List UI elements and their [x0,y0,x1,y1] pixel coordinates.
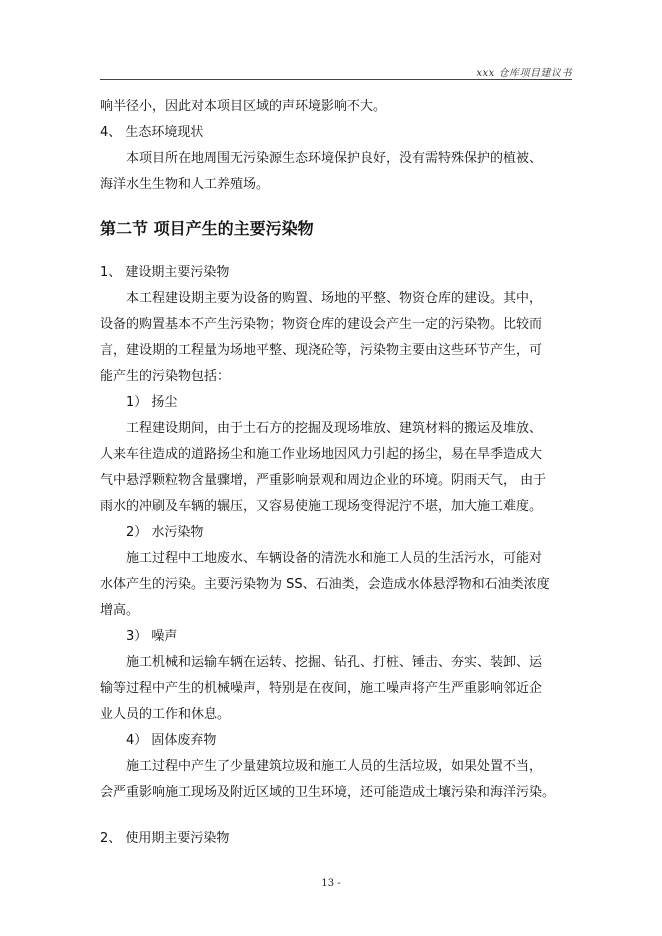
text-line: 业人员的工作和休息。 [100,707,231,722]
text-line: 雨水的冲刷及车辆的辗压，又容易使施工现场变得泥泞不堪，加大施工难度。 [100,499,543,514]
subsection-title-operation: 2、 使用期主要污染物 [100,831,230,846]
text-line: 施工过程中工地废水、车辆设备的清洗水和施工人员的生活污水，可能对 [126,551,543,566]
text-line: 响半径小，因此对本项目区域的声环境影响不大。 [100,99,387,114]
text-line: 气中悬浮颗粒物含量骤增，严重影响景观和周边企业的环境。阴雨天气， 由于 [100,473,547,488]
text-line: 输等过程中产生的机械噪声，特别是在夜间，施工噪声将产生严重影响邻近企 [100,681,543,696]
water-paragraph [100,546,572,624]
text-line: 水体产生的污染。主要污染物为 SS、石油类，会造成水体悬浮物和石油类浓度 [100,577,550,592]
item-title-noise: 3） 噪声 [126,629,178,644]
header-divider [100,79,572,80]
section-heading: 第二节 项目产生的主要污染物 [100,219,314,238]
subsection-title-eco: 4、 生态环境现状 [100,125,204,140]
eco-paragraph [100,146,572,198]
text-line: 设备的购置基本不产生污染物；物资仓库的建设会产生一定的污染物。比较而 [100,317,543,332]
running-header: xxx 仓库项目建议书 [476,68,572,79]
noise-paragraph [100,650,572,728]
dust-paragraph [100,416,572,520]
construction-intro-paragraph [100,286,572,390]
text-line: 本工程建设期主要为设备的购置、场地的平整、物资仓库的建设。其中， [126,291,543,306]
text-line: 能产生的污染物包括： [100,369,231,384]
text-line: 本项目所在地周围无污染源生态环境保护良好，没有需特殊保护的植被、 [126,151,543,166]
item-title-solid-waste: 4） 固体废弃物 [126,733,217,748]
subsection-title-construction: 1、 建设期主要污染物 [100,265,230,280]
page-number: 13 - [321,878,341,889]
text-line: 言，建设期的工程量为场地平整、现浇砼等，污染物主要由这些环节产生，可 [100,343,543,358]
text-line: 增高。 [100,603,140,618]
solid-waste-paragraph [100,754,572,806]
text-line: 施工机械和运输车辆在运转、挖掘、钻孔、打桩、锤击、夯实、装卸、运 [126,655,543,670]
item-title-water: 2） 水污染物 [126,525,204,540]
item-title-dust: 1） 扬尘 [126,395,178,410]
page-content [100,94,572,852]
text-line: 施工过程中产生了少量建筑垃圾和施工人员的生活垃圾，如果处置不当， [126,759,543,774]
text-line: 工程建设期间，由于土石方的挖掘及现场堆放、建筑材料的搬运及堆放、 [126,421,543,436]
text-line: 人来车往造成的道路扬尘和施工作业场地因风力引起的扬尘，易在旱季造成大 [100,447,543,462]
text-line: 会严重影响施工现场及附近区域的卫生环境，还可能造成土壤污染和海洋污染。 [100,785,556,800]
text-line: 海洋水生生物和人工养殖场。 [100,177,270,192]
